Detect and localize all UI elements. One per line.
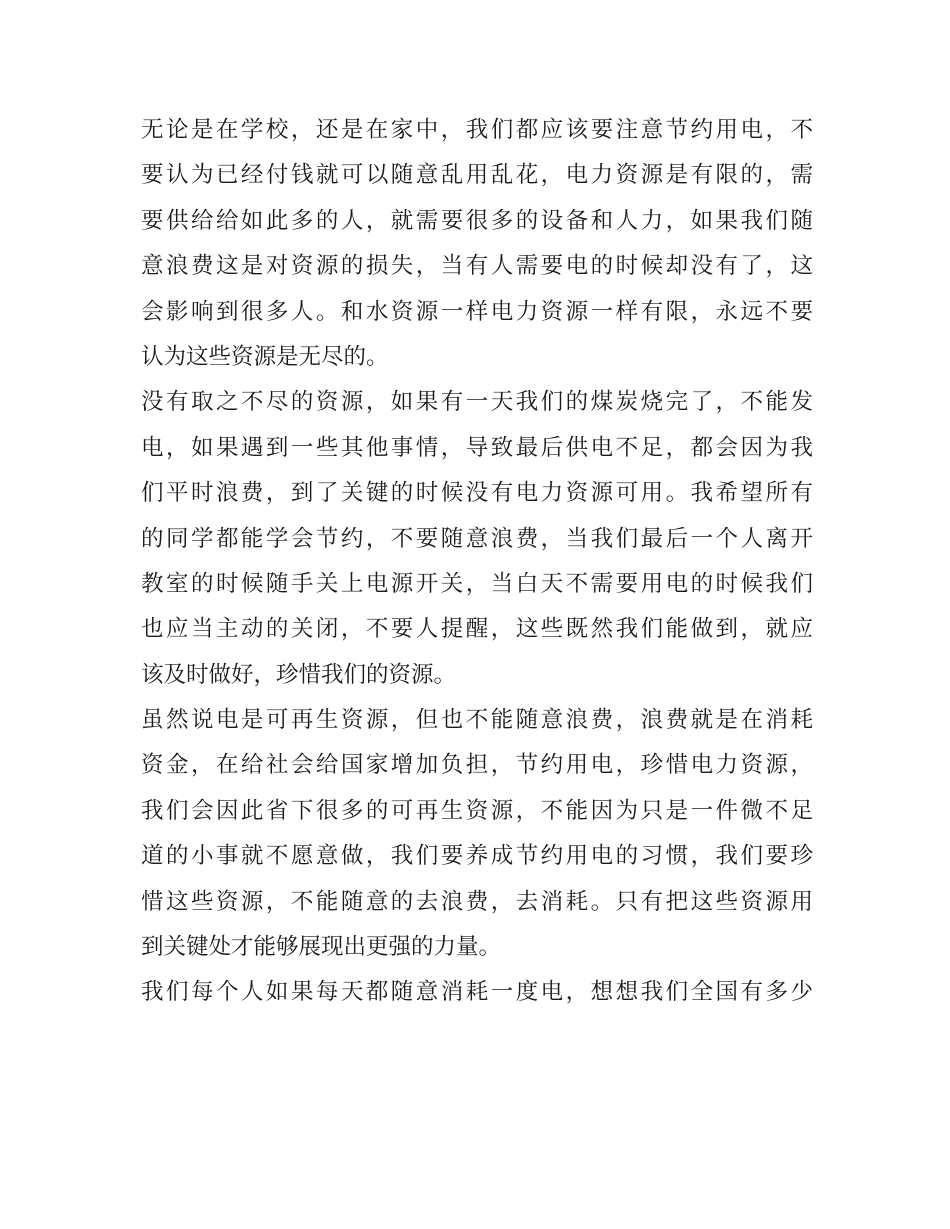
text-line: 也应当主动的关闭，不要人提醒，这些既然我们能做到，就应 [141, 616, 813, 643]
text-line: 们平时浪费，到了关键的时候没有电力资源可用。我希望所有 [141, 480, 813, 507]
text-line: 该及时做好，珍惜我们的资源。 [141, 661, 457, 688]
paragraph-2 [141, 380, 813, 698]
text-line: 电，如果遇到一些其他事情，导致最后供电不足，都会因为我 [141, 434, 813, 461]
essay-body [141, 108, 813, 1016]
text-line: 我们会因此省下很多的可再生资源，不能因为只是一件微不足 [141, 797, 813, 824]
text-line: 惜这些资源，不能随意的去浪费，去消耗。只有把这些资源用 [141, 888, 813, 915]
text-line: 资金，在给社会给国家增加负担，节约用电，珍惜电力资源， [141, 752, 813, 779]
text-line: 会影响到很多人。和水资源一样电力资源一样有限，永远不要 [141, 298, 813, 325]
paragraph-3 [141, 698, 813, 970]
text-line: 到关键处才能够展现出更强的力量。 [141, 934, 502, 961]
text-line: 道的小事就不愿意做，我们要养成节约用电的习惯，我们要珍 [141, 843, 813, 870]
text-line: 虽然说电是可再生资源，但也不能随意浪费，浪费就是在消耗 [141, 707, 813, 734]
text-line: 意浪费这是对资源的损失，当有人需要电的时候却没有了，这 [141, 253, 813, 280]
text-line: 的同学都能学会节约，不要随意浪费，当我们最后一个人离开 [141, 525, 813, 552]
text-line: 我们每个人如果每天都随意消耗一度电，想想我们全国有多少 [141, 979, 813, 1006]
text-line: 要供给给如此多的人，就需要很多的设备和人力，如果我们随 [141, 207, 813, 234]
text-line: 要认为已经付钱就可以随意乱用乱花，电力资源是有限的，需 [141, 162, 813, 189]
paragraph-1 [141, 108, 813, 380]
text-line: 无论是在学校，还是在家中，我们都应该要注意节约用电，不 [141, 117, 813, 143]
text-line: 教室的时候随手关上电源开关，当白天不需要用电的时候我们 [141, 570, 813, 597]
paragraph-4 [141, 970, 813, 1015]
text-line: 没有取之不尽的资源，如果有一天我们的煤炭烧完了，不能发 [141, 389, 813, 416]
text-line: 认为这些资源是无尽的。 [141, 343, 389, 370]
